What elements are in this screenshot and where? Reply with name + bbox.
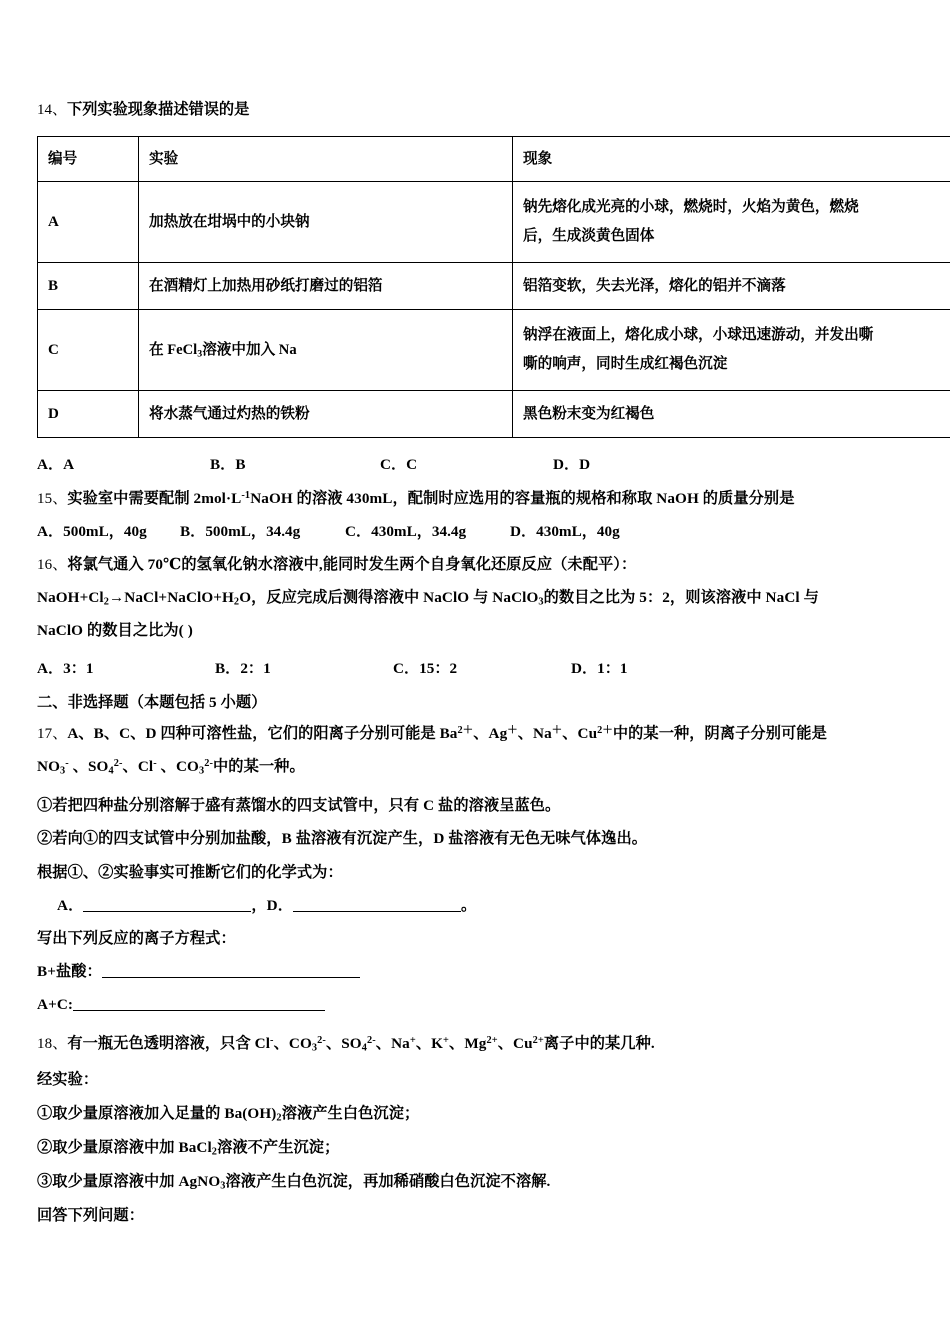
q17-stem-d: 、Cu [562, 725, 598, 742]
question-17-answer-blanks [37, 889, 476, 922]
q15-option-a[interactable]: A．500mL，40g [37, 523, 147, 540]
question-18-answer-prompt: 回答下列问题： [37, 1207, 145, 1224]
question-16-equation-line [37, 581, 913, 614]
q17-sup-so4: 2- [113, 758, 123, 770]
question-17-conclusion: 根据①、②实验事实可推断它们的化学式为： [37, 864, 343, 881]
q17-blank-b-label: B+盐酸： [37, 963, 102, 980]
row-experiment-c [139, 310, 513, 391]
question-17-item-1: ①若把四种盐分别溶解于盛有蒸馏水的四支试管中，只有 C 盐的溶液呈蓝色。 [37, 797, 561, 814]
q16-stem-text: 将氯气通入 70℃的氢氧化钠水溶液中,能同时发生两个自身氧化还原反应（未配平）： [67, 556, 637, 573]
question-16-equation-line2 [37, 614, 913, 647]
q15-option-c[interactable]: C．430mL，34.4g [345, 523, 467, 540]
q17-blank-ac-field[interactable] [73, 994, 325, 1011]
q16-eq-sub-c: 3 [538, 596, 544, 608]
q18-sup-mg: 2+ [486, 1035, 498, 1047]
q17-sup-ag: ＋ [507, 725, 518, 737]
q15-option-b[interactable]: B．500mL，34.4g [180, 523, 301, 540]
phenomenon-c-line2: 嘶的响声，同时生成红褐色沉淀 [523, 356, 728, 372]
q17-stem-e: 中的某一种，阴离子分别可能是 [612, 725, 827, 742]
q17-anion-cl: 、Cl [122, 758, 154, 775]
table-header-id: 编号 [38, 137, 139, 182]
q18-sup-k: + [443, 1035, 450, 1047]
q18-sup-co3: 2- [317, 1035, 326, 1047]
question-18-item-1 [37, 1097, 419, 1130]
q17-blank-ac-label: A+C: [37, 996, 74, 1013]
row-id-a: A [38, 182, 139, 263]
phenomenon-c-line1: 钠浮在液面上，熔化成小球，小球迅速游动，并发出嘶 [523, 327, 874, 343]
question-17-stem [37, 717, 917, 751]
row-phenomenon-c [513, 310, 950, 391]
q18-item1-b: 溶液产生白色沉淀； [281, 1105, 420, 1122]
q16-option-a[interactable]: A．3：1 [37, 660, 94, 677]
q18-stem-a: 有一瓶无色透明溶液，只含 Cl [67, 1035, 271, 1052]
q17-sup-cu: 2＋ [597, 725, 613, 737]
q17-anion-sep1: 、SO [68, 758, 109, 775]
row-phenomenon-a [513, 182, 950, 263]
q15-option-d[interactable]: D．430mL，40g [510, 523, 620, 540]
question-16-number: 16、 [37, 557, 68, 573]
question-17-anions-line [37, 750, 917, 783]
q18-stem-d: 、Na [375, 1035, 410, 1052]
q15-stem-part2: NaOH 的溶液 430mL，配制时应选用的容量瓶的规格和称取 NaOH 的质量分别是 [250, 490, 795, 507]
q18-stem-h: 离子中的某几种. [543, 1035, 655, 1052]
q14-option-a[interactable]: A．A [37, 456, 75, 473]
row-experiment-c-pre: 在 FeCl [149, 341, 198, 358]
q17-answer-end: 。 [461, 897, 477, 914]
q17-answer-separator: ，D． [251, 897, 294, 914]
question-14-number: 14、 [37, 102, 68, 118]
q17-stem-b: 、Ag [473, 725, 508, 742]
q18-item2-sub: 2 [211, 1146, 218, 1158]
q17-sup-co3: 2- [204, 758, 214, 770]
q14-option-c[interactable]: C．C [380, 456, 418, 473]
q17-anion-no3: NO [37, 758, 60, 775]
q16-eq-a: NaOH+Cl [37, 589, 104, 606]
q16-option-b[interactable]: B．2：1 [215, 660, 271, 677]
table-header-phenomenon: 现象 [513, 137, 950, 182]
q15-stem-part1: 实验室中需要配制 2mol·L [67, 490, 242, 507]
question-18-experiment-label: 经实验： [37, 1071, 99, 1088]
q18-item3-b: 溶液产生白色沉淀，再加稀硝酸白色沉淀不溶解. [225, 1173, 551, 1190]
q15-stem-superscript: -1 [241, 490, 251, 502]
q17-stem-a: A、B、C、D 四种可溶性盐，它们的阳离子分别可能是 Ba [67, 725, 458, 742]
row-experiment-a: 加热放在坩埚中的小块钠 [139, 182, 513, 263]
question-17-item-2: ②若向①的四支试管中分别加盐酸，B 盐溶液有沉淀产生，D 盐溶液有无色无味气体逸出。 [37, 830, 648, 847]
q18-stem-e: 、K [415, 1035, 444, 1052]
question-16-options [37, 652, 628, 685]
question-14-text: 下列实验现象描述错误的是 [67, 101, 250, 118]
q17-sub-so4: 4 [108, 765, 114, 777]
row-id-d: D [38, 391, 139, 438]
table-row [38, 310, 950, 391]
question-17-write-prompt: 写出下列反应的离子方程式： [37, 930, 236, 947]
q18-sup-na: + [409, 1035, 416, 1047]
q18-sup-so4: 2- [366, 1035, 376, 1047]
q16-option-c[interactable]: C．15：2 [393, 660, 458, 677]
question-18-item-2 [37, 1131, 339, 1164]
q18-item2-b: 溶液不产生沉淀； [217, 1139, 340, 1156]
q17-blank-b-field[interactable] [102, 961, 360, 978]
row-experiment-c-sub: 3 [197, 348, 203, 360]
q17-answer-a-label: A． [57, 897, 84, 914]
q17-answer-a-blank[interactable] [83, 895, 251, 912]
phenomenon-a-line2: 后，生成淡黄色固体 [523, 228, 655, 244]
row-id-b: B [38, 263, 139, 310]
q17-sub-co3: 3 [198, 765, 205, 777]
question-17-blank-b [37, 955, 360, 988]
q17-answer-d-blank[interactable] [293, 895, 461, 912]
q18-stem-b: 、CO [273, 1035, 312, 1052]
question-14-options [37, 448, 590, 481]
q17-sup-no3: - [65, 758, 69, 770]
q17-sub-no3: 3 [59, 765, 66, 777]
question-14-stem [37, 100, 249, 120]
q17-stem-c: 、Na [517, 725, 552, 742]
q18-item1-a: ①取少量原溶液加入足量的 Ba(OH) [37, 1105, 277, 1122]
q17-anion-sep2: 、CO [156, 758, 199, 775]
question-15-number: 15、 [37, 491, 68, 507]
q18-item1-sub: 2 [276, 1112, 282, 1124]
q18-sub-co3: 3 [311, 1042, 318, 1054]
row-phenomenon-d: 黑色粉末变为红褐色 [513, 391, 950, 438]
question-17-number: 17、 [37, 726, 68, 742]
question-17-blank-ac [37, 988, 325, 1021]
q17-sup-cl: - [153, 758, 157, 770]
phenomenon-a-line1: 钠先熔化成光亮的小球，燃烧时，火焰为黄色，燃烧 [523, 199, 859, 215]
row-id-c: C [38, 310, 139, 391]
table-row [38, 391, 950, 438]
q18-item3-a: ③取少量原溶液中加 AgNO [37, 1173, 221, 1190]
q18-stem-g: 、Cu [497, 1035, 533, 1052]
row-experiment-b: 在酒精灯上加热用砂纸打磨过的铝箔 [139, 263, 513, 310]
q18-stem-f: 、Mg [449, 1035, 487, 1052]
question-16-stem [37, 548, 913, 582]
row-experiment-c-post: 溶液中加入 Na [202, 341, 297, 358]
section-2-heading: 二、非选择题（本题包括 5 小题） [37, 694, 267, 711]
row-experiment-d: 将水蒸气通过灼热的铁粉 [139, 391, 513, 438]
table-row [38, 263, 950, 310]
question-15-options [37, 515, 620, 548]
experiment-phenomenon-table [37, 136, 950, 438]
q18-sup-cl: - [270, 1035, 274, 1047]
question-18-stem [37, 1027, 917, 1061]
question-18-item-3 [37, 1165, 550, 1198]
table-row [38, 182, 950, 263]
q18-sup-cu: 2+ [532, 1035, 544, 1047]
q17-sup-ba: 2＋ [457, 725, 474, 737]
q16-eq-c: O，反应完成后测得溶液中 NaClO 与 NaClO [239, 589, 539, 606]
question-18-number: 18、 [37, 1036, 68, 1052]
q17-sup-na: ＋ [551, 725, 563, 737]
q16-eq-d: 的数目之比为 5：2，则该溶液中 NaCl 与 [543, 589, 819, 606]
q16-eq-sub-b: 2 [233, 596, 240, 608]
row-phenomenon-b: 铝箔变软，失去光泽，熔化的铝并不滴落 [513, 263, 950, 310]
question-15-stem [37, 482, 913, 516]
q16-option-d[interactable]: D．1：1 [571, 660, 628, 677]
q14-option-b[interactable]: B．B [210, 456, 246, 473]
q16-eq-e: NaClO 的数目之比为( ) [37, 622, 193, 639]
q18-stem-c: 、SO [325, 1035, 362, 1052]
q18-sub-so4: 4 [361, 1042, 367, 1054]
table-header-experiment: 实验 [139, 137, 513, 182]
q17-anion-end: 中的某一种。 [213, 758, 305, 775]
q16-eq-sub-a: 2 [103, 596, 109, 608]
table-header-row [38, 137, 950, 182]
q18-item3-sub: 3 [220, 1180, 226, 1192]
q14-option-d[interactable]: D．D [553, 456, 591, 473]
q16-eq-b: →NaCl+NaClO+H [109, 589, 234, 606]
q18-item2-a: ②取少量原溶液中加 BaCl [37, 1139, 212, 1156]
